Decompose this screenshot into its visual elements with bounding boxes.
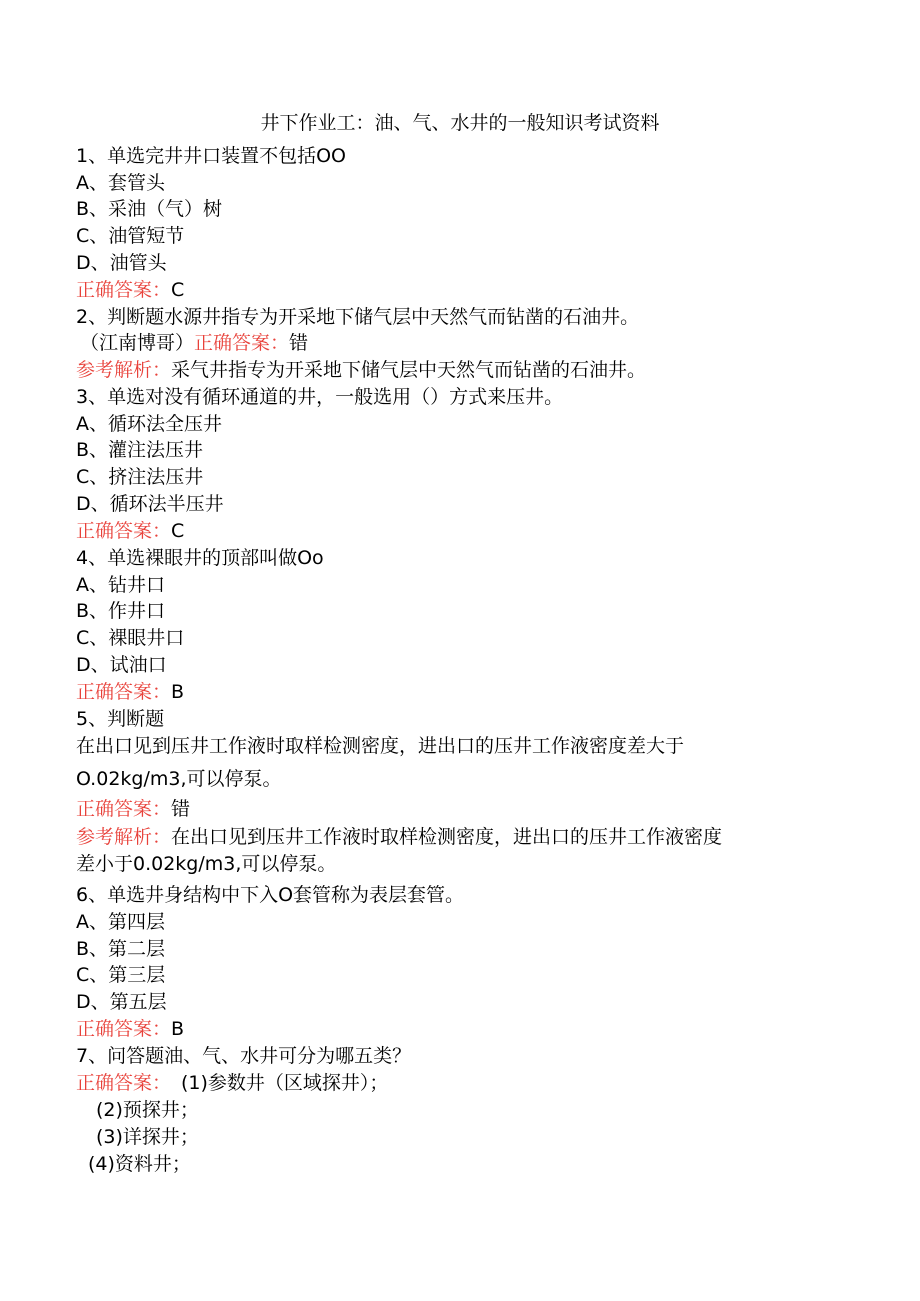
page-title: 井下作业工：油、气、水井的一般知识考试资料 <box>260 112 660 134</box>
q4-answer: B <box>171 681 185 703</box>
answer-label: 正确答案： <box>76 279 172 301</box>
question-6: 6、单选井身结构中下入O套管称为表层套管。 <box>76 884 465 906</box>
q7-answer-1: (1)参数井（区域探井）； <box>181 1072 389 1094</box>
question-3: 3、单选对没有循环通道的井，一般选用（）方式来压井。 <box>76 386 564 408</box>
q1-option-a: A、套管头 <box>76 172 165 194</box>
q3-option-b: B、灌注法压井 <box>76 439 204 461</box>
answer-label: 正确答案： <box>76 798 172 820</box>
q6-option-d: D、第五层 <box>76 991 167 1013</box>
q7-answer-2: (2)预探井； <box>96 1099 199 1121</box>
analysis-label: 参考解析： <box>76 826 172 848</box>
q2-answer-line <box>80 330 308 356</box>
q7-answer-4: (4)资料井； <box>88 1153 191 1175</box>
q3-option-a: A、循环法全压井 <box>76 413 222 435</box>
q5-body-line2: O.02kg∕m3,可以停泵。 <box>76 768 282 790</box>
q4-answer-line <box>76 679 184 705</box>
q6-option-c: C、第三层 <box>76 964 166 986</box>
q1-answer: C <box>171 279 185 301</box>
q1-answer-line <box>76 277 184 303</box>
answer-label: 正确答案： <box>194 332 290 354</box>
q2-analysis: 采气井指专为开采地下储气层中天然气而钻凿的石油井。 <box>171 359 647 381</box>
q6-option-a: A、第四层 <box>76 911 165 933</box>
q5-analysis-line <box>76 824 722 850</box>
q3-option-d: D、循环法半压井 <box>76 493 224 515</box>
q3-answer-line <box>76 518 184 544</box>
q5-answer-line <box>76 796 190 822</box>
question-1: 1、单选完井井口装置不包括OO <box>76 145 346 167</box>
question-2: 2、判断题水源井指专为开采地下储气层中天然气而钻凿的石油井。 <box>76 306 640 328</box>
q1-option-d: D、油管头 <box>76 252 167 274</box>
q5-answer: 错 <box>171 798 191 820</box>
q4-option-c: C、裸眼井口 <box>76 627 185 649</box>
q3-option-c: C、挤注法压井 <box>76 466 204 488</box>
question-7: 7、问答题油、气、水井可分为哪五类？ <box>76 1045 412 1067</box>
answer-label: 正确答案： <box>76 520 172 542</box>
q6-answer-line <box>76 1016 184 1042</box>
q2-answer: 错 <box>289 332 309 354</box>
q5-analysis-1: 在出口见到压井工作液时取样检测密度，进出口的压井工作液密度 <box>171 826 723 848</box>
q7-answer-line <box>76 1070 388 1096</box>
q1-option-b: B、采油（气）树 <box>76 198 223 220</box>
q7-answer-3: (3)详探井； <box>96 1126 199 1148</box>
q3-answer: C <box>171 520 185 542</box>
answer-label: 正确答案： <box>76 1018 172 1040</box>
q5-body-line1: 在出口见到压井工作液时取样检测密度，进出口的压井工作液密度差大于 <box>76 735 685 757</box>
q2-analysis-line <box>76 357 646 383</box>
analysis-label: 参考解析： <box>76 359 172 381</box>
q1-option-c: C、油管短节 <box>76 225 185 247</box>
question-5: 5、判断题 <box>76 708 165 730</box>
answer-label: 正确答案： <box>76 681 172 703</box>
q4-option-d: D、试油口 <box>76 654 167 676</box>
q6-option-b: B、第二层 <box>76 938 166 960</box>
q2-source: （江南博哥） <box>80 332 195 354</box>
q5-analysis-2: 差小于0.02kg∕m3,可以停泵。 <box>76 853 337 875</box>
question-4: 4、单选裸眼井的顶部叫做Oo <box>76 547 324 569</box>
q4-option-b: B、作井口 <box>76 600 166 622</box>
answer-label: 正确答案： <box>76 1072 172 1094</box>
q6-answer: B <box>171 1018 185 1040</box>
q4-option-a: A、钻井口 <box>76 574 165 596</box>
